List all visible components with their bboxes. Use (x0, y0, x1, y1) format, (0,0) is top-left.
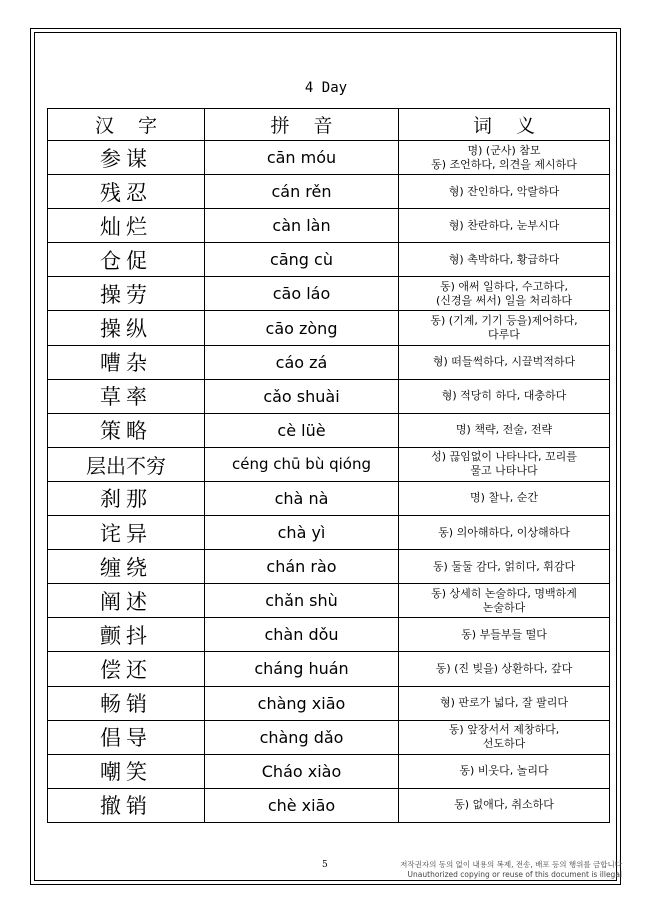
meaning-line: 명) 책략, 전술, 전략 (455, 423, 553, 437)
header-pinyin: 拼音 (205, 109, 399, 141)
meaning-line: 동) 둘둘 감다, 얽히다, 휘감다 (432, 559, 576, 573)
table-row (48, 141, 610, 175)
meaning-cell (399, 413, 610, 447)
meaning-cell (399, 277, 610, 311)
table-row (48, 345, 610, 379)
hanzi-cell: 操劳 (48, 277, 205, 311)
pinyin-cell: chàng dǎo (205, 720, 399, 754)
meaning-cell (399, 311, 610, 345)
meaning-cell (399, 720, 610, 754)
meaning-line: 성) 끊임없이 나타나다, 꼬리를 (431, 450, 577, 464)
table-row (48, 311, 610, 345)
copyright-notice-ko: 저작권자의 동의 없이 내용의 복제, 전송, 배포 등의 행위를 금합니다 (400, 860, 622, 869)
meaning-line: 동) 없애다, 취소하다 (454, 798, 554, 812)
vocabulary-table (47, 108, 610, 823)
hanzi-cell: 颤抖 (48, 618, 205, 652)
meaning-cell (399, 379, 610, 413)
header-hanzi: 汉字 (48, 109, 205, 141)
meaning-cell (399, 686, 610, 720)
table-row (48, 686, 610, 720)
page-number: 5 (322, 860, 328, 870)
meaning-line: 동) 상세히 논술하다, 명백하게 (431, 586, 577, 600)
meaning-line: 동) 조언하다, 의견을 제시하다 (431, 157, 577, 171)
meaning-cell (399, 481, 610, 515)
pinyin-cell: cāng cù (205, 243, 399, 277)
meaning-line: 명) 찰나, 순간 (470, 491, 538, 505)
pinyin-cell: céng chū bù qióng (205, 447, 399, 481)
meaning-cell (399, 243, 610, 277)
hanzi-cell: 诧异 (48, 516, 205, 550)
hanzi-cell: 残忍 (48, 175, 205, 209)
pinyin-cell: Cháo xiào (205, 754, 399, 788)
meaning-cell (399, 550, 610, 584)
meaning-cell (399, 175, 610, 209)
pinyin-cell: chàn dǒu (205, 618, 399, 652)
table-row (48, 516, 610, 550)
hanzi-cell: 嘲笑 (48, 754, 205, 788)
meaning-line: 동) 의아해하다, 이상해하다 (438, 525, 570, 539)
meaning-line: (신경을 써서) 일을 처리하다 (436, 293, 572, 307)
copyright-notice (400, 860, 622, 880)
meaning-line: 논술하다 (482, 600, 526, 614)
meaning-line: 동) (기계, 기기 등을)제어하다, (430, 314, 578, 328)
meaning-cell (399, 618, 610, 652)
pinyin-cell: cán rěn (205, 175, 399, 209)
table-row (48, 243, 610, 277)
table-row (48, 481, 610, 515)
pinyin-cell: chà nà (205, 481, 399, 515)
meaning-cell (399, 516, 610, 550)
meaning-line: 동) 앞장서서 제창하다, (448, 723, 560, 737)
meaning-line: 형) 찬란하다, 눈부시다 (448, 218, 560, 232)
pinyin-cell: chǎn shù (205, 584, 399, 618)
table-row (48, 379, 610, 413)
meaning-cell (399, 209, 610, 243)
pinyin-cell: cè lüè (205, 413, 399, 447)
meaning-cell (399, 788, 610, 822)
hanzi-cell: 嘈杂 (48, 345, 205, 379)
pinyin-cell: chè xiāo (205, 788, 399, 822)
hanzi-cell: 仓促 (48, 243, 205, 277)
table-row (48, 754, 610, 788)
meaning-cell (399, 447, 610, 481)
hanzi-cell: 撤销 (48, 788, 205, 822)
pinyin-cell: càn làn (205, 209, 399, 243)
hanzi-cell: 畅销 (48, 686, 205, 720)
hanzi-cell: 刹那 (48, 481, 205, 515)
hanzi-cell: 灿烂 (48, 209, 205, 243)
header-meaning: 词义 (399, 109, 610, 141)
hanzi-cell: 层出不穷 (48, 447, 205, 481)
hanzi-cell: 阐述 (48, 584, 205, 618)
meaning-line: 형) 적당히 하다, 대충하다 (441, 389, 567, 403)
meaning-cell (399, 141, 610, 175)
pinyin-cell: cāo zòng (205, 311, 399, 345)
table-row (48, 175, 610, 209)
meaning-line: 동) 부들부들 떨다 (461, 627, 547, 641)
table-row (48, 550, 610, 584)
meaning-line: 다루다 (488, 328, 520, 342)
hanzi-cell: 策略 (48, 413, 205, 447)
pinyin-cell: chà yì (205, 516, 399, 550)
hanzi-cell: 操纵 (48, 311, 205, 345)
table-header-row (48, 109, 610, 141)
pinyin-cell: cān móu (205, 141, 399, 175)
pinyin-cell: cáo zá (205, 345, 399, 379)
meaning-line: 형) 떠들썩하다, 시끌벅적하다 (432, 355, 576, 369)
hanzi-cell: 缠绕 (48, 550, 205, 584)
meaning-line: 명) (군사) 참모 (467, 143, 541, 157)
table-row (48, 447, 610, 481)
copyright-notice-en: Unauthorized copying or reuse of this document is illegal (407, 870, 622, 879)
hanzi-cell: 草率 (48, 379, 205, 413)
meaning-line: 형) 촉박하다, 황급하다 (448, 252, 560, 266)
hanzi-cell: 倡导 (48, 720, 205, 754)
table-row (48, 720, 610, 754)
table-row (48, 277, 610, 311)
table-row (48, 618, 610, 652)
table-row (48, 652, 610, 686)
table-row (48, 413, 610, 447)
page-title: 4 Day (304, 80, 348, 96)
hanzi-cell: 参谋 (48, 141, 205, 175)
meaning-cell (399, 754, 610, 788)
pinyin-cell: cāo láo (205, 277, 399, 311)
meaning-cell (399, 584, 610, 618)
meaning-line: 물고 나타나다 (470, 464, 538, 478)
meaning-line: 동) 애써 일하다, 수고하다, (439, 279, 569, 293)
table-row (48, 788, 610, 822)
pinyin-cell: chán rào (205, 550, 399, 584)
table-row (48, 584, 610, 618)
meaning-line: 동) (진 빚을) 상환하다, 갚다 (435, 661, 573, 675)
meaning-line: 선도하다 (482, 737, 526, 751)
pinyin-cell: cǎo shuài (205, 379, 399, 413)
meaning-cell (399, 652, 610, 686)
meaning-cell (399, 345, 610, 379)
meaning-line: 형) 판로가 넓다, 잘 팔리다 (439, 696, 569, 710)
pinyin-cell: cháng huán (205, 652, 399, 686)
table-row (48, 209, 610, 243)
pinyin-cell: chàng xiāo (205, 686, 399, 720)
meaning-line: 형) 잔인하다, 악랄하다 (448, 184, 560, 198)
hanzi-cell: 偿还 (48, 652, 205, 686)
meaning-line: 동) 비웃다, 놀리다 (459, 764, 549, 778)
